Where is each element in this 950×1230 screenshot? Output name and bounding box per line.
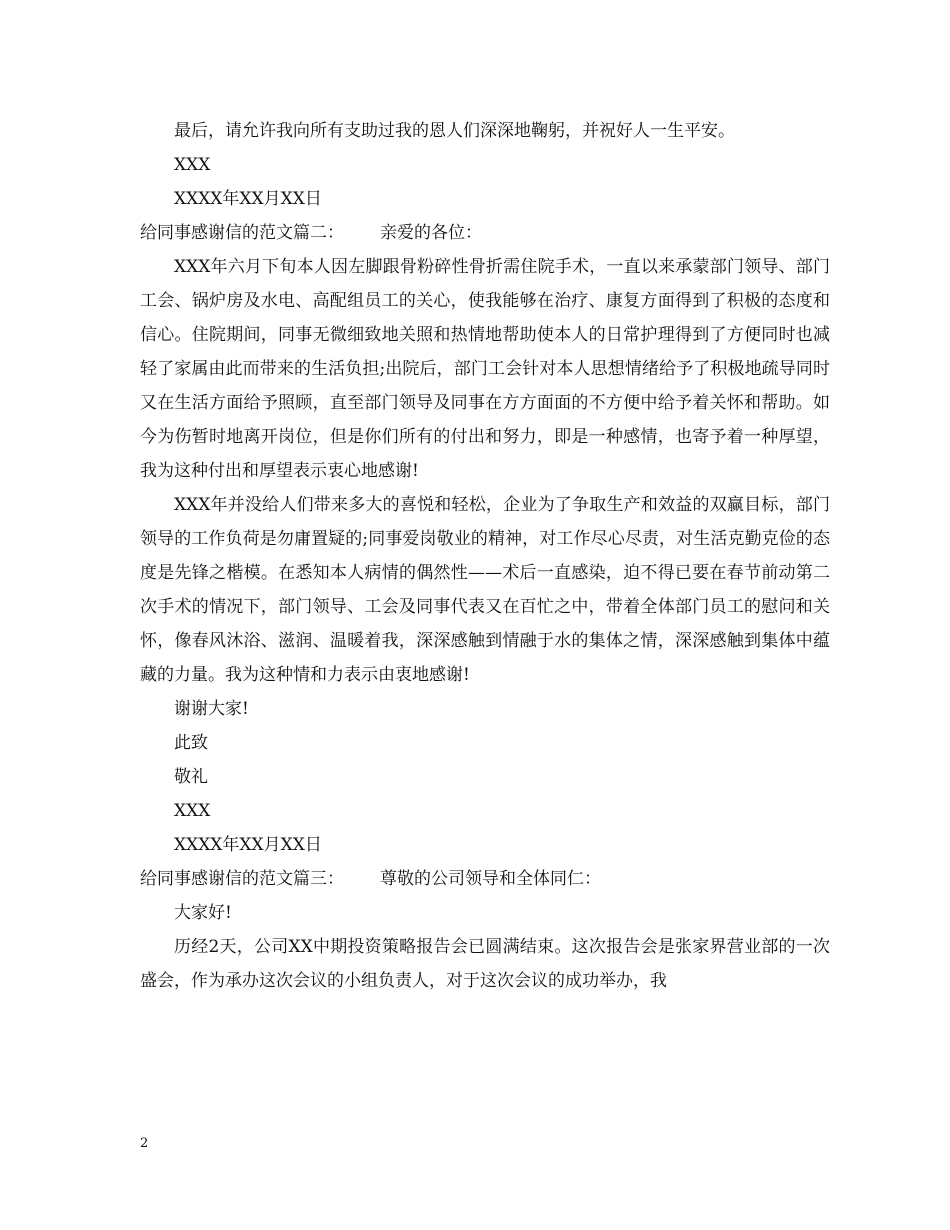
signature-date: XXXX年XX月XX日	[174, 835, 322, 855]
document-body	[140, 114, 830, 998]
salutation-3: 尊敬的公司领导和全体同仁：	[380, 869, 601, 889]
section-heading-3	[140, 862, 830, 896]
section-title-3: 给同事感谢信的范文篇三：	[140, 869, 344, 889]
signature-name: XXX	[174, 801, 211, 821]
closing-jing-li: 敬礼	[174, 767, 208, 787]
page-number: 2	[140, 1136, 149, 1151]
salutation-2: 亲爱的各位：	[380, 223, 482, 243]
body-paragraph: 历经2天，公司XX中期投资策略报告会已圆满结束。这次报告会是张家界营业部的一次盛会，作为承办这次会议的小组负责人，对于这次会议的成功举办，我	[140, 937, 830, 991]
closing-remark: 最后，请允许我向所有支助过我的恩人们深深地鞠躬，并祝好人一生平安。	[174, 121, 735, 141]
section-heading-2	[140, 216, 830, 250]
thanks-line: 谢谢大家!	[174, 699, 249, 719]
signature-date: XXXX年XX月XX日	[174, 189, 322, 209]
section-title-2: 给同事感谢信的范文篇二：	[140, 223, 344, 243]
body-paragraph: XXX年六月下旬本人因左脚跟骨粉碎性骨折需住院手术，一直以来承蒙部门领导、部门工会、锅炉房及水电、高配组员工的关心，使我能够在治疗、康复方面得到了积极的态度和信心。住院期间，同事无微细致地关照和热情地帮助使本人的日常护理得到了方便同时也减轻了家属由此而带来的生活负担;出院后，部门工会针对本人思想情绪给予了积极地疏导同时又在生活方面给予照顾，直至部门领导及同事在方方面面的不方便中给予着关怀和帮助。如今为伤暂时地离开岗位，但是你们所有的付出和努力，即是一种感情，也寄予着一种厚望，我为这种付出和厚望表示衷心地感谢!	[140, 257, 830, 481]
greeting-line: 大家好!	[174, 903, 232, 923]
body-paragraph: XXX年并没给人们带来多大的喜悦和轻松，企业为了争取生产和效益的双赢目标，部门领导的工作负荷是勿庸置疑的;同事爱岗敬业的精神，对工作尽心尽责，对生活克勤克俭的态度是先锋之楷模。在悉知本人病情的偶然性——术后一直感染，迫不得已要在春节前动第二次手术的情况下，部门领导、工会及同事代表又在百忙之中，带着全体部门员工的慰问和关怀，像春风沐浴、滋润、温暖着我，深深感触到情融于水的集体之情，深深感触到集体中蕴藏的力量。我为这种情和力表示由衷地感谢!	[140, 495, 830, 685]
closing-ci-zhi: 此致	[174, 733, 208, 753]
signature-name: XXX	[174, 155, 211, 175]
